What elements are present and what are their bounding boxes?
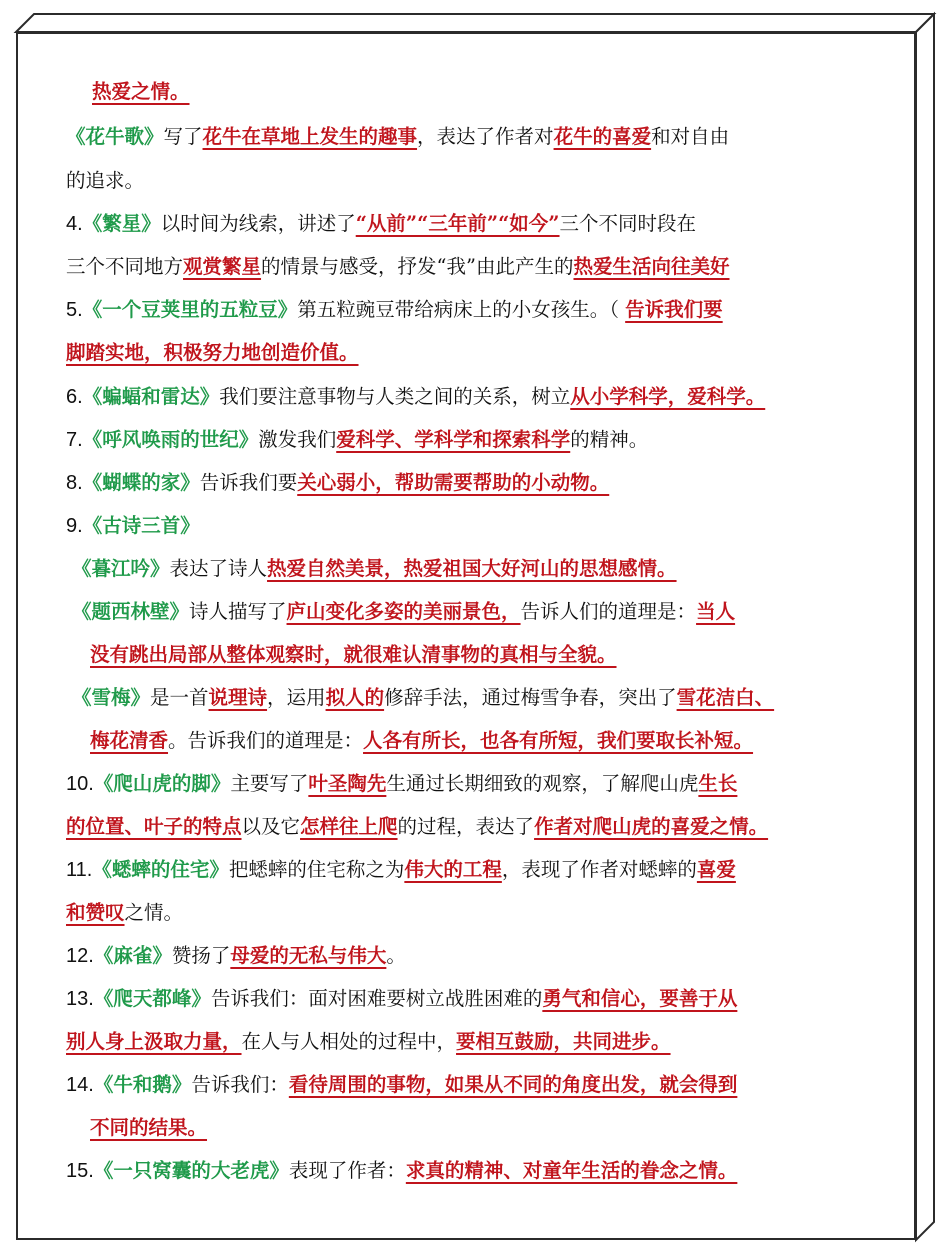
key-answer: 关心弱小，帮助需要帮助的小动物。	[297, 471, 610, 494]
lesson-title: 《古诗三首》	[82, 514, 200, 537]
key-answer: 拟人的	[325, 686, 385, 709]
key-answer: 热爱生活向往美好	[573, 255, 730, 278]
key-answer: 当人	[696, 600, 736, 623]
item-number: 15.	[66, 1160, 94, 1182]
key-answer: 要相互鼓励，共同进步。	[456, 1030, 671, 1053]
body-text: ，表达了作者对	[417, 125, 554, 148]
body-text: 在人与人相处的过程中，	[241, 1030, 457, 1053]
lesson-title: 《爬天都峰》	[93, 987, 211, 1010]
lesson-title: 《繁星》	[82, 212, 161, 235]
lesson-title: 《麻雀》	[93, 944, 172, 967]
key-answer: 梅花清香	[90, 729, 169, 752]
lesson-title: 《雪梅》	[72, 686, 151, 709]
text-line	[66, 382, 765, 412]
body-text: 表达了诗人	[169, 557, 268, 580]
text-line	[66, 252, 730, 282]
text-line	[66, 812, 768, 842]
key-answer: 叶圣陶先	[308, 772, 387, 795]
key-answer: 热爱自然美景，热爱祖国大好河山的思想感情。	[267, 557, 677, 580]
body-text: 。	[386, 944, 406, 967]
text-line	[72, 597, 735, 627]
lesson-title: 《题西林壁》	[72, 600, 190, 623]
body-text: 的情景与感受，抒发“我”由此产生的	[261, 255, 574, 278]
body-text: 把蟋蟀的住宅称之为	[228, 858, 405, 881]
lesson-title: 《牛和鹅》	[93, 1073, 192, 1096]
body-text: 表现了作者：	[288, 1159, 406, 1182]
key-answer: 作者对爬山虎的喜爱之情。	[534, 815, 769, 838]
lesson-title: 《一个豆荚里的五粒豆》	[82, 298, 298, 321]
body-text: 的精神。	[570, 428, 649, 451]
item-number: 13.	[66, 988, 94, 1010]
text-line	[66, 984, 737, 1014]
lesson-title: 《蝙蝠和雷达》	[82, 385, 220, 408]
body-text: 生通过长期细致的观察，了解爬山虎	[386, 772, 699, 795]
text-line	[66, 1156, 737, 1186]
key-answer: 花牛在草地上发生的趣事	[202, 125, 418, 148]
lesson-title: 《花牛歌》	[66, 125, 164, 148]
body-text: 是一首	[150, 686, 209, 709]
key-answer: 和赞叹	[66, 901, 125, 924]
lesson-title: 《蟋蟀的住宅》	[92, 858, 229, 881]
text-line	[90, 726, 753, 756]
text-line	[72, 683, 774, 713]
body-text: ，表现了作者对蟋蟀的	[501, 858, 697, 881]
text-line	[66, 855, 736, 885]
body-text: 告诉我们：	[191, 1073, 289, 1096]
key-answer: 喜爱	[696, 858, 736, 881]
item-number: 11.	[66, 859, 93, 881]
body-text: 赞扬了	[171, 944, 231, 967]
key-answer: 别人身上汲取力量，	[66, 1030, 242, 1053]
item-number: 10.	[66, 773, 94, 795]
lesson-title: 《蝴蝶的家》	[82, 471, 200, 494]
key-answer: 生长	[698, 772, 738, 795]
body-text: 以及它	[241, 815, 301, 838]
body-text: 告诉我们：面对困难要树立战胜困难的	[210, 987, 543, 1010]
body-text: 三个不同时段在	[559, 212, 697, 235]
key-answer: 没有跳出局部从整体观察时，就很难认清事物的真相与全貌。	[90, 643, 617, 666]
key-answer: 说理诗	[208, 686, 268, 709]
body-text: 主要写了	[230, 772, 309, 795]
key-answer: 告诉我们要	[625, 298, 723, 321]
text-line	[66, 166, 144, 196]
key-answer: 雪花洁白、	[676, 686, 775, 709]
item-number: 4.	[66, 213, 83, 235]
body-text: 的追求。	[66, 169, 145, 192]
body-text: 诗人描写了	[189, 600, 287, 623]
key-answer: 怎样往上爬	[300, 815, 398, 838]
key-answer: 庐山变化多姿的美丽景色，	[286, 600, 521, 623]
key-answer: 观赏繁星	[183, 255, 262, 278]
body-text: 的过程，表达了	[397, 815, 535, 838]
body-text: 写了	[163, 125, 203, 148]
text-line	[90, 640, 617, 670]
key-answer: 不同的结果。	[90, 1116, 208, 1139]
item-number: 8.	[66, 472, 83, 494]
key-answer: 人各有所长，也各有所短，我们要取长补短。	[363, 729, 754, 752]
body-text: 和对自由	[651, 125, 730, 148]
text-line	[66, 769, 737, 799]
key-answer: “从前”“三年前”“如今”	[355, 212, 560, 235]
text-line	[66, 898, 183, 928]
lesson-title: 《暮江吟》	[72, 557, 170, 580]
text-line	[66, 468, 609, 498]
item-number: 5.	[66, 299, 83, 321]
body-text: 三个不同地方	[66, 255, 184, 278]
body-text: 。告诉我们的道理是：	[168, 729, 364, 752]
body-text: 第五粒豌豆带给病床上的小女孩生。（	[297, 298, 626, 321]
text-line	[66, 122, 729, 152]
item-number: 12.	[66, 945, 94, 967]
text-line	[66, 209, 696, 239]
text-line	[92, 77, 190, 107]
text-line	[90, 1113, 207, 1143]
body-text: 我们要注意事物与人类之间的关系，树立	[219, 385, 571, 408]
key-answer: 爱科学、学科学和探索科学	[336, 428, 571, 451]
body-text: 修辞手法，通过梅雪争春，突出了	[384, 686, 677, 709]
text-line	[66, 511, 200, 541]
lesson-title: 《一只窝囊的大老虎》	[93, 1159, 289, 1182]
key-answer: 热爱之情。	[92, 80, 190, 103]
item-number: 7.	[66, 429, 83, 451]
body-text: 激发我们	[258, 428, 337, 451]
key-answer: 脚踏实地，积极努力地创造价值。	[66, 341, 359, 364]
item-number: 14.	[66, 1074, 94, 1096]
text-line	[66, 941, 406, 971]
text-line	[66, 1070, 737, 1100]
text-line	[66, 295, 723, 325]
key-answer: 看待周围的事物，如果从不同的角度出发，就会得到	[288, 1073, 738, 1096]
body-text: 告诉人们的道理是：	[520, 600, 697, 623]
key-answer: 花牛的喜爱	[553, 125, 652, 148]
body-text: 以时间为线索，讲述了	[160, 212, 356, 235]
text-line	[72, 554, 677, 584]
text-line	[66, 1027, 671, 1057]
item-number: 9.	[66, 515, 83, 537]
text-line	[66, 425, 648, 455]
lesson-title: 《呼风唤雨的世纪》	[82, 428, 259, 451]
lesson-title: 《爬山虎的脚》	[93, 772, 231, 795]
body-text: 告诉我们要	[199, 471, 298, 494]
body-text: 之情。	[124, 901, 184, 924]
body-text: ，运用	[267, 686, 326, 709]
key-answer: 从小学科学，爱科学。	[570, 385, 766, 408]
key-answer: 母爱的无私与伟大	[230, 944, 387, 967]
key-answer: 的位置、叶子的特点	[66, 815, 242, 838]
text-line	[66, 338, 359, 368]
item-number: 6.	[66, 386, 83, 408]
key-answer: 伟大的工程	[404, 858, 502, 881]
key-answer: 求真的精神、对童年生活的眷念之情。	[405, 1159, 738, 1182]
key-answer: 勇气和信心，要善于从	[542, 987, 738, 1010]
